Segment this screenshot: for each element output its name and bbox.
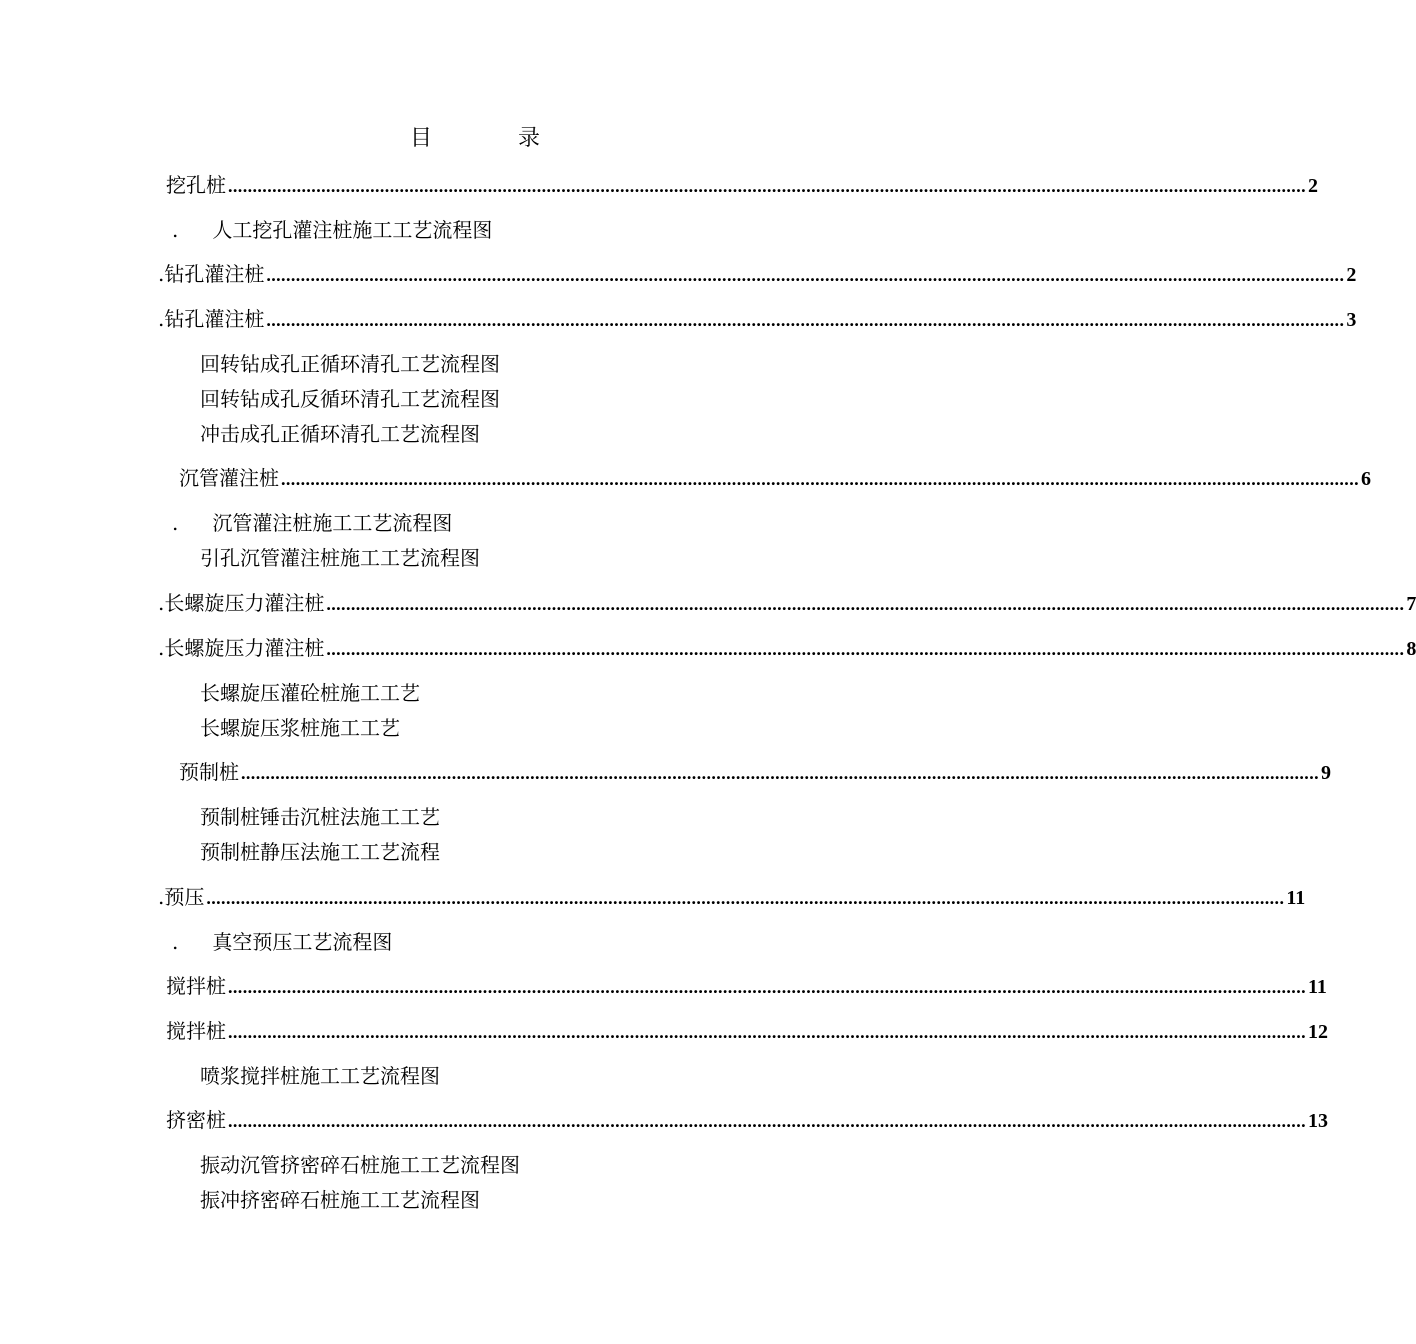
toc-entry[interactable] [158,261,1357,287]
toc-page-number: 11 [1308,976,1327,998]
toc-subitem-title: 预制桩静压法施工工艺流程 [200,840,440,864]
toc-entry-lead: . [158,591,165,615]
title-part-2: 录 [518,126,541,151]
toc-subitem-title: 回转钻成孔正循环清孔工艺流程图 [200,352,500,376]
toc-entry-title: 长螺旋压力灌注桩 [164,636,325,660]
toc-entry-title: 挖孔桩 [166,173,226,197]
toc-page-number: 11 [1286,887,1306,909]
toc-dot-leader: ............................................................................................................................................................................................................................ [326,639,1405,659]
toc-subitem-title: 长螺旋压灌砼桩施工工艺 [200,681,420,705]
toc-page-number: 12 [1308,1021,1328,1043]
toc-page-number: 7 [1406,593,1416,615]
toc-subitem [200,351,500,377]
toc-subitem [200,1152,520,1178]
toc-entry-lead: . [158,885,165,909]
toc-subitem-title: 人工挖孔灌注桩施工工艺流程图 [212,218,493,242]
toc-page-number: 2 [1308,175,1318,197]
toc-entry[interactable] [166,172,1318,198]
toc-subitem-title: 真空预压工艺流程图 [212,930,393,954]
toc-subitem [200,421,480,447]
toc-entry-title: 钻孔灌注桩 [164,262,265,286]
toc-dot-leader: ............................................................................................................................................................................................................................ [228,1022,1306,1042]
toc-entry-lead: . [158,636,165,660]
toc-entry-title: 预制桩 [179,760,239,784]
toc-dot-leader: ............................................................................................................................................................................................................................ [281,469,1359,489]
toc-page-number: 2 [1346,264,1357,286]
toc-entry-title: 长螺旋压力灌注桩 [164,591,325,615]
toc-page-number: 3 [1346,309,1357,331]
toc-subitem-lead: . [172,218,179,242]
toc-entry[interactable] [158,590,1416,616]
title-part-1: 目 [409,126,432,151]
toc-subitem [172,929,392,955]
toc-entry[interactable] [158,306,1357,332]
toc-subitem-title: 引孔沉管灌注桩施工工艺流程图 [200,546,480,570]
toc-entry-title: 钻孔灌注桩 [164,307,265,331]
toc-subitem-title: 预制桩锤击沉桩法施工工艺 [200,805,440,829]
toc-entry-title: 沉管灌注桩 [179,466,279,490]
toc-subitem [172,510,452,536]
toc-dot-leader: ............................................................................................................................................................................................................................ [228,176,1306,196]
toc-page-number: 6 [1361,468,1371,490]
toc-subitem-title: 喷浆搅拌桩施工工艺流程图 [200,1064,440,1088]
toc-subitem-lead: . [172,511,179,535]
toc-subitem [200,839,440,865]
toc-subitem-title: 冲击成孔正循环清孔工艺流程图 [200,422,480,446]
toc-entry-lead: . [158,262,165,286]
toc-subitem [200,545,480,571]
toc-entry[interactable] [166,1107,1328,1133]
toc-page-number: 13 [1308,1110,1328,1132]
toc-entry-lead: . [158,307,165,331]
toc-dot-leader: ............................................................................................................................................................................................................................ [228,977,1306,997]
toc-page-number: 9 [1321,762,1331,784]
toc-dot-leader: ............................................................................................................................................................................................................................ [326,594,1405,614]
toc-subitem [200,386,500,412]
toc-entry[interactable] [158,635,1416,661]
toc-entry-title: 预压 [164,885,205,909]
toc-entry-title: 挤密桩 [166,1108,226,1132]
toc-entry[interactable] [166,973,1327,999]
toc-page-number: 8 [1406,638,1416,660]
toc-subitem [200,1063,440,1089]
toc-entry[interactable] [158,884,1306,910]
toc-entry[interactable] [166,1018,1328,1044]
toc-dot-leader: ............................................................................................................................................................................................................................ [266,310,1345,330]
toc-subitem-title: 振冲挤密碎石桩施工工艺流程图 [200,1188,480,1212]
toc-entry[interactable] [179,759,1331,785]
toc-subitem-title: 回转钻成孔反循环清孔工艺流程图 [200,387,500,411]
toc-subitem [172,217,492,243]
toc-subitem-lead: . [172,930,179,954]
toc-dot-leader: ............................................................................................................................................................................................................................ [266,265,1345,285]
toc-entry-title: 搅拌桩 [166,1019,226,1043]
toc-subitem [200,680,420,706]
page-title [0,124,950,154]
toc-subitem-title: 长螺旋压浆桩施工工艺 [200,716,400,740]
toc-subitem [200,1187,480,1213]
toc-subitem [200,804,440,830]
toc-entry-title: 搅拌桩 [166,974,226,998]
toc-subitem-title: 振动沉管挤密碎石桩施工工艺流程图 [200,1153,520,1177]
toc-dot-leader: ............................................................................................................................................................................................................................ [228,1111,1306,1131]
toc-subitem [200,715,400,741]
toc-dot-leader: ............................................................................................................................................................................................................................ [241,763,1319,783]
toc-entry[interactable] [179,465,1371,491]
toc-subitem-title: 沉管灌注桩施工工艺流程图 [212,511,453,535]
toc-dot-leader: ............................................................................................................................................................................................................................ [206,888,1285,908]
